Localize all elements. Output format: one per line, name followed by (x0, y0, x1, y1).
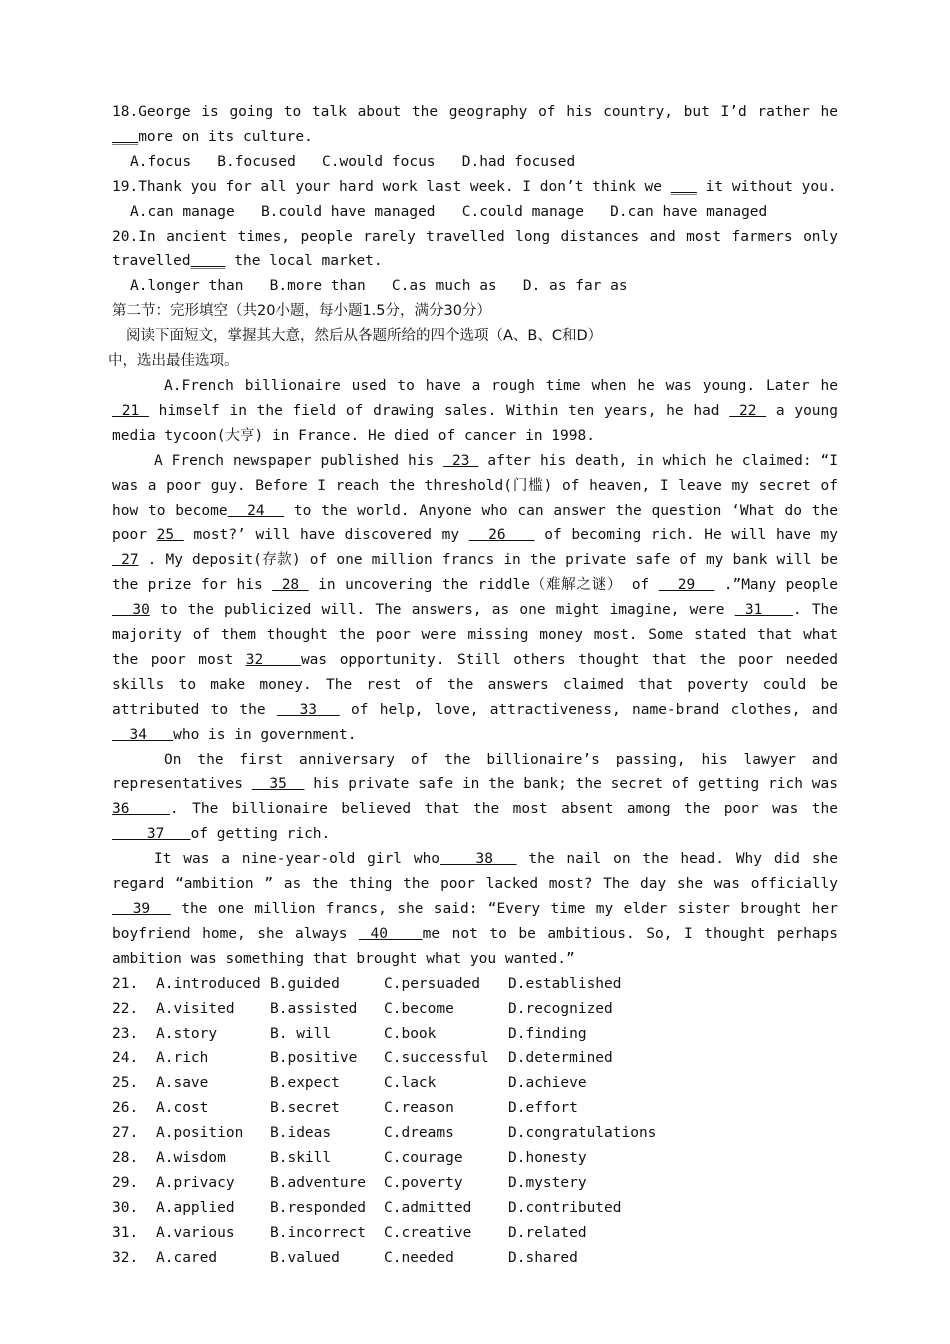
option-choice: B.valued (270, 1249, 340, 1266)
option-choice: B.secret (270, 1100, 340, 1117)
cloze-blank: 35 (251, 776, 305, 793)
option-choice: D.finding (508, 1025, 587, 1042)
option-choice: A.various (156, 1224, 235, 1241)
cloze-blank: 34 (112, 726, 174, 743)
passage-text: . The billionaire believed that the most absent among the poor was the (169, 801, 838, 818)
option-choice: B.adventure (270, 1174, 367, 1191)
passage-text: the one million francs, she said: “Every time my elder sister brought her boyfriend home, she always (112, 901, 838, 942)
answer-blank: ___ (670, 178, 697, 195)
option-number: 29. (112, 1174, 139, 1191)
option-number: 32. (112, 1249, 139, 1266)
cloze-blank: 39 (112, 901, 171, 917)
option-choice: D.honesty (508, 1150, 587, 1167)
passage-paragraph-2 (112, 449, 838, 748)
question-number: 20. (112, 228, 139, 245)
question-text: George is going to talk about the geography of his country, but I’d rather he (138, 104, 838, 120)
question-text: In ancient times, people rarely travelled long distances and most farmers only travelled (112, 228, 838, 270)
option-choice: A.save (156, 1075, 209, 1092)
option-choice: A.applied (156, 1199, 235, 1216)
cloze-blank: 40 (358, 925, 423, 942)
cloze-blank: 36 (112, 801, 170, 818)
cloze-blank: 24 (227, 502, 285, 519)
option-choice: C.admitted (384, 1199, 472, 1216)
passage-text: me not to be ambitious. So, I thought perhaps ambition was something that brought what you wanted.” (112, 925, 838, 967)
option-choice: C.book (384, 1025, 437, 1042)
option-choice: D.effort (508, 1100, 578, 1117)
option-choice: A.rich (156, 1050, 209, 1067)
passage-text: his private safe in the bank; the secret of getting rich was (304, 776, 838, 793)
option-choice: A.wisdom (156, 1150, 226, 1167)
option-choice: D.congratulations (508, 1125, 657, 1142)
option-choice: C.lack (384, 1075, 437, 1092)
passage-paragraph-3 (112, 748, 838, 848)
cloze-blank: 28 (272, 577, 309, 594)
passage-text: On the first anniversary of the billionaire’s passing, his lawyer and representatives (112, 751, 838, 793)
option-choice: D.established (508, 975, 622, 992)
options-row-31 (112, 1221, 838, 1246)
passage-text: A.French billionaire used to have a rough time when he was young. Later he (164, 377, 838, 394)
options-row-25 (112, 1071, 838, 1096)
passage-paragraph-4 (112, 847, 838, 972)
question-text: the local market. (225, 253, 383, 270)
passage-text: himself in the field of drawing sales. Within ten years, he had (148, 402, 730, 419)
option-number: 25. (112, 1075, 139, 1092)
question-18-options: A.focus B.focused C.would focus D.had focused (130, 153, 576, 170)
option-choice: D.achieve (508, 1075, 587, 1092)
passage-text: of getting rich. (190, 826, 331, 843)
option-choice: A.cost (156, 1100, 209, 1117)
option-choice: C.successful (384, 1050, 489, 1067)
passage-text: to the world. Anyone who can answer the question ‘What do the poor (112, 502, 838, 544)
option-choice: C.courage (384, 1150, 463, 1167)
cloze-blank: 27 (112, 552, 139, 569)
option-choice: C.persuaded (384, 975, 481, 992)
option-choice: A.introduced (156, 975, 261, 992)
option-choice: B. will (270, 1025, 332, 1042)
section-instruction-continued: 中，选出最佳选项。 (108, 353, 239, 370)
passage-text: .”Many people (714, 577, 838, 594)
option-choice: B.incorrect (270, 1224, 367, 1241)
options-row-28 (112, 1146, 838, 1171)
option-number: 21. (112, 975, 139, 992)
options-row-21 (112, 972, 838, 997)
option-number: 31. (112, 1224, 139, 1241)
option-choice: B.expect (270, 1075, 340, 1092)
question-text: more on its culture. (138, 128, 313, 145)
cloze-blank: 37 (112, 826, 191, 843)
options-row-26 (112, 1096, 838, 1121)
cloze-blank: 32 (245, 651, 301, 668)
options-row-22 (112, 997, 838, 1022)
passage-text: A French newspaper published his (154, 452, 444, 469)
option-choice: C.needed (384, 1249, 454, 1266)
question-text: Thank you for all your hard work last week. I don’t think we (138, 178, 671, 195)
passage-text: the nail on the head. Why did she regard “ambition ” as the thing the poor lacked most? The day she was officially (112, 851, 839, 893)
passage-text: It was a nine-year-old girl who (154, 851, 441, 868)
options-row-29 (112, 1171, 838, 1196)
question-20-options: A.longer than B.more than C.as much as D. as far as (130, 278, 628, 295)
options-row-27 (112, 1121, 838, 1146)
question-19-options: A.can manage B.could have managed C.could manage D.can have managed (130, 203, 768, 220)
option-choice: D.mystery (508, 1174, 587, 1191)
passage-text: . My deposit(存款) of one million francs in the private safe of my bank will be the prize for his (112, 552, 838, 594)
option-number: 30. (112, 1199, 139, 1216)
question-18 (112, 100, 838, 150)
passage-text: to the publicized will. The answers, as one might imagine, were (149, 602, 735, 619)
passage-text: of becoming rich. He will have my (534, 527, 838, 544)
option-choice: B.guided (270, 975, 340, 992)
option-choice: D.related (508, 1224, 587, 1241)
option-choice: A.position (156, 1125, 244, 1142)
answer-blank: ____ (190, 253, 226, 270)
exam-page (108, 100, 839, 1271)
section-heading: 第二节：完形填空（共20小题，每小题1.5分，满分30分） (112, 303, 491, 320)
option-choice: A.cared (156, 1249, 218, 1266)
options-row-30 (112, 1196, 838, 1221)
cloze-blank: 22 (729, 402, 767, 419)
option-number: 22. (112, 1000, 139, 1017)
cloze-blank: 31 (734, 602, 793, 619)
options-row-24 (112, 1046, 838, 1071)
answer-options-list (112, 972, 838, 1271)
option-number: 28. (112, 1150, 139, 1167)
passage-text: most?’ will have discovered my (183, 527, 469, 544)
option-choice: C.dreams (384, 1125, 454, 1142)
option-choice: D.recognized (508, 1000, 613, 1017)
options-row-32 (112, 1246, 838, 1271)
question-text: it without you. (696, 178, 837, 195)
option-choice: D.determined (508, 1050, 613, 1067)
question-19 (112, 175, 838, 200)
passage-paragraph-1 (112, 374, 838, 449)
question-number: 18. (112, 104, 139, 120)
passage-text: who is in government. (173, 726, 357, 743)
option-choice: D.shared (508, 1249, 578, 1266)
passage-text: a young media tycoon(大亨) in France. He died of cancer in 1998. (112, 402, 838, 444)
option-choice: C.creative (384, 1224, 472, 1241)
cloze-blank: 23 (443, 452, 479, 469)
option-choice: C.reason (384, 1100, 454, 1117)
option-number: 27. (112, 1125, 139, 1142)
option-choice: C.become (384, 1000, 454, 1017)
option-choice: B.positive (270, 1050, 358, 1067)
passage-text: after his death, in which he claimed: “I was a poor guy. Before I reach the threshold(门槛) of heaven, I leave my secret of how to become (112, 452, 838, 519)
option-choice: B.ideas (270, 1125, 332, 1142)
passage-text: was opportunity. Still others thought that the poor needed skills to make money. The rest of the answers claimed that poverty could be attributed to the (112, 651, 839, 718)
options-row-23 (112, 1022, 838, 1047)
option-number: 26. (112, 1100, 139, 1117)
answer-blank: ___ (112, 128, 139, 145)
option-choice: A.privacy (156, 1174, 235, 1191)
passage-text: in uncovering the riddle（难解之谜） of (308, 577, 659, 594)
option-choice: B.skill (270, 1150, 332, 1167)
question-number: 19. (112, 178, 139, 195)
option-choice: C.poverty (384, 1174, 463, 1191)
cloze-blank: 29 (658, 577, 715, 594)
cloze-blank: 30 (112, 602, 150, 619)
passage-text: of help, love, attractiveness, name-brand clothes, and (339, 701, 838, 718)
section-instruction: 阅读下面短文，掌握其大意，然后从各题所给的四个选项（A、B、C和D） (126, 328, 603, 345)
option-number: 24. (112, 1050, 139, 1067)
cloze-blank: 25 (156, 527, 184, 544)
option-choice: B.assisted (270, 1000, 358, 1017)
question-20 (112, 225, 838, 275)
option-choice: A.story (156, 1025, 218, 1042)
option-choice: A.visited (156, 1000, 235, 1017)
passage-text: . The majority of them thought the poor were missing money most. Some stated that what the poor most (112, 602, 839, 668)
cloze-blank: 33 (276, 701, 340, 718)
option-choice: B.responded (270, 1199, 367, 1216)
option-choice: D.contributed (508, 1199, 622, 1216)
cloze-blank: 26 (468, 527, 535, 544)
cloze-blank: 38 (440, 851, 517, 868)
cloze-blank: 21 (112, 402, 149, 419)
option-number: 23. (112, 1025, 139, 1042)
